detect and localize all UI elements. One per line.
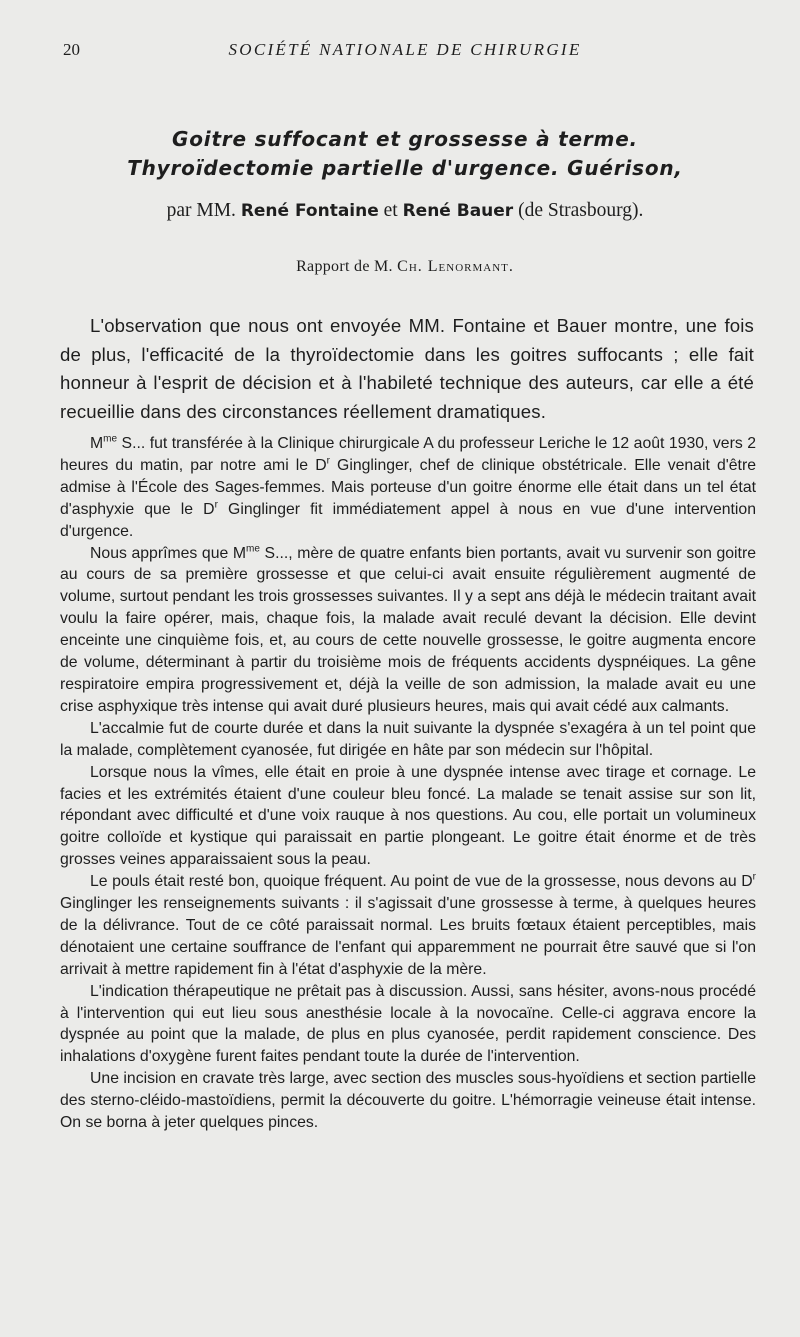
case-report <box>60 433 756 1134</box>
author-1: René Fontaine <box>240 201 379 221</box>
report-prefix: Rapport de M. <box>296 258 393 275</box>
page-header <box>60 40 750 66</box>
article-title-line-1: Goitre suffocant et grossesse à terme. <box>172 127 638 151</box>
paragraph-pregnancy: Le pouls était resté bon, quoique fréquent. Au point de vue de la grossesse, nous devons au $D^r$ Ginglinger les renseignements suivants : il s'agissait d'une grossesse à terme, à quelques heures de la délivrance. Tout de ce côté paraissait normal. Les bruits fœtaux étaient perceptibles, mais dénotaient une certaine souffrance de l'enfant qui apparemment ne pourrait être sauvé que si l'on arrivait à mettre rapidement fin à l'état d'asphyxie de la mère. <box>60 871 756 978</box>
paragraph-indication: L'indication thérapeutique ne prêtait pas à discussion. Aussi, sans hésiter, avons-nous procédé à l'intervention qui eut lieu sous anesthésie locale à la novocaïne. Celle-ci aggrava encore la dyspnée au point que la malade, de plus en plus cyanosée, perdit rapidement conscience. Des inhalations d'oxygène furent faites pendant toute la durée de l'intervention. <box>60 982 756 1066</box>
authors-prefix: par MM. <box>166 200 236 221</box>
reporter-name: Ch. Lenormant. <box>397 258 514 275</box>
paragraph-history: Nous apprîmes que $M^{me}$ S..., mère de quatre enfants bien portants, avait vu survenir son goitre au cours de sa première grossesse et que celui-ci avait ensuite régulièrement augmenté de volume, surtout pendant les trois grossesses suivantes. Il y a sept ans déjà le médecin traitant avait voulu la faire opérer, mais, chaque fois, la malade avait reculé devant la décision. Elle devint enceinte une cinquième fois, et, au cours de cette nouvelle grossesse, le goitre augmenta encore de volume, déterminant à partir du troisième mois de fréquents accidents dyspnéiques. La gêne respiratoire empira progressivement et, déjà la veille de son admission, la malade avait eu une crise asphyxique très intense qui avait duré plusieurs heures, mais qui avait cédé aux calmants. <box>60 543 756 715</box>
report-line <box>60 258 750 276</box>
intro-paragraph: L'observation que nous ont envoyée MM. Fontaine et Bauer montre, une fois de plus, l'efficacité de la thyroïdectomie dans les goitres suffocants ; elle fait honneur à l'esprit de décision et à l'habileté technique des auteurs, car elle a été recueillie dans des circonstances réellement dramatiques. <box>60 315 754 422</box>
article-title-line-2: Thyroïdectomie partielle d'urgence. Guérison, <box>127 156 683 180</box>
authors-and: et <box>383 200 398 221</box>
intro-section <box>60 312 754 426</box>
journal-title: SOCIÉTÉ NATIONALE DE CHIRURGIE <box>228 40 582 59</box>
paragraph-examination: Lorsque nous la vîmes, elle était en proie à une dyspnée intense avec tirage et cornage. Le facies et les extrémités étaient d'une couleur bleu foncé. La malade se tenait assise sur son lit, répondant avec difficulté et d'une voix rauque à nos questions. Au cou, elle portait un volumineux goitre colloïde et kystique qui paraissait en partie plongeant. Le goitre était énorme et de très grosses veines apparaissaient sous la peau. <box>60 763 756 869</box>
article-title <box>60 125 750 183</box>
page-number: 20 <box>63 40 80 59</box>
authors-line <box>60 200 750 222</box>
paragraph-operation: Une incision en cravate très large, avec section des muscles sous-hyoïdiens et section partielle des sterno-cléido-mastoïdiens, permit la découverte du goitre. L'hémorragie veineuse était intense. On se borna à jeter quelques pinces. <box>60 1070 756 1132</box>
author-2: René Bauer <box>402 201 514 221</box>
authors-affiliation: (de Strasbourg). <box>518 200 644 221</box>
paragraph-transfer: L'accalmie fut de courte durée et dans la nuit suivante la dyspnée s'exagéra à un tel point que la malade, complètement cyanosée, fut dirigée en hâte par son médecin sur l'hôpital. <box>60 719 756 759</box>
paragraph-admission: $M^{me}$ S... fut transférée à la Clinique chirurgicale A du professeur Leriche le 12 août 1930, vers 2 heures du matin, par notre ami le $D^r$ Ginglinger, chef de clinique obstétricale. Elle venait d'être admise à l'École des Sages-femmes. Mais porteuse d'un goitre énorme elle était dans un tel état d'asphyxie que le $D^r$ Ginglinger fit immédiatement appel à nous en vue d'une intervention d'urgence. <box>60 433 756 540</box>
